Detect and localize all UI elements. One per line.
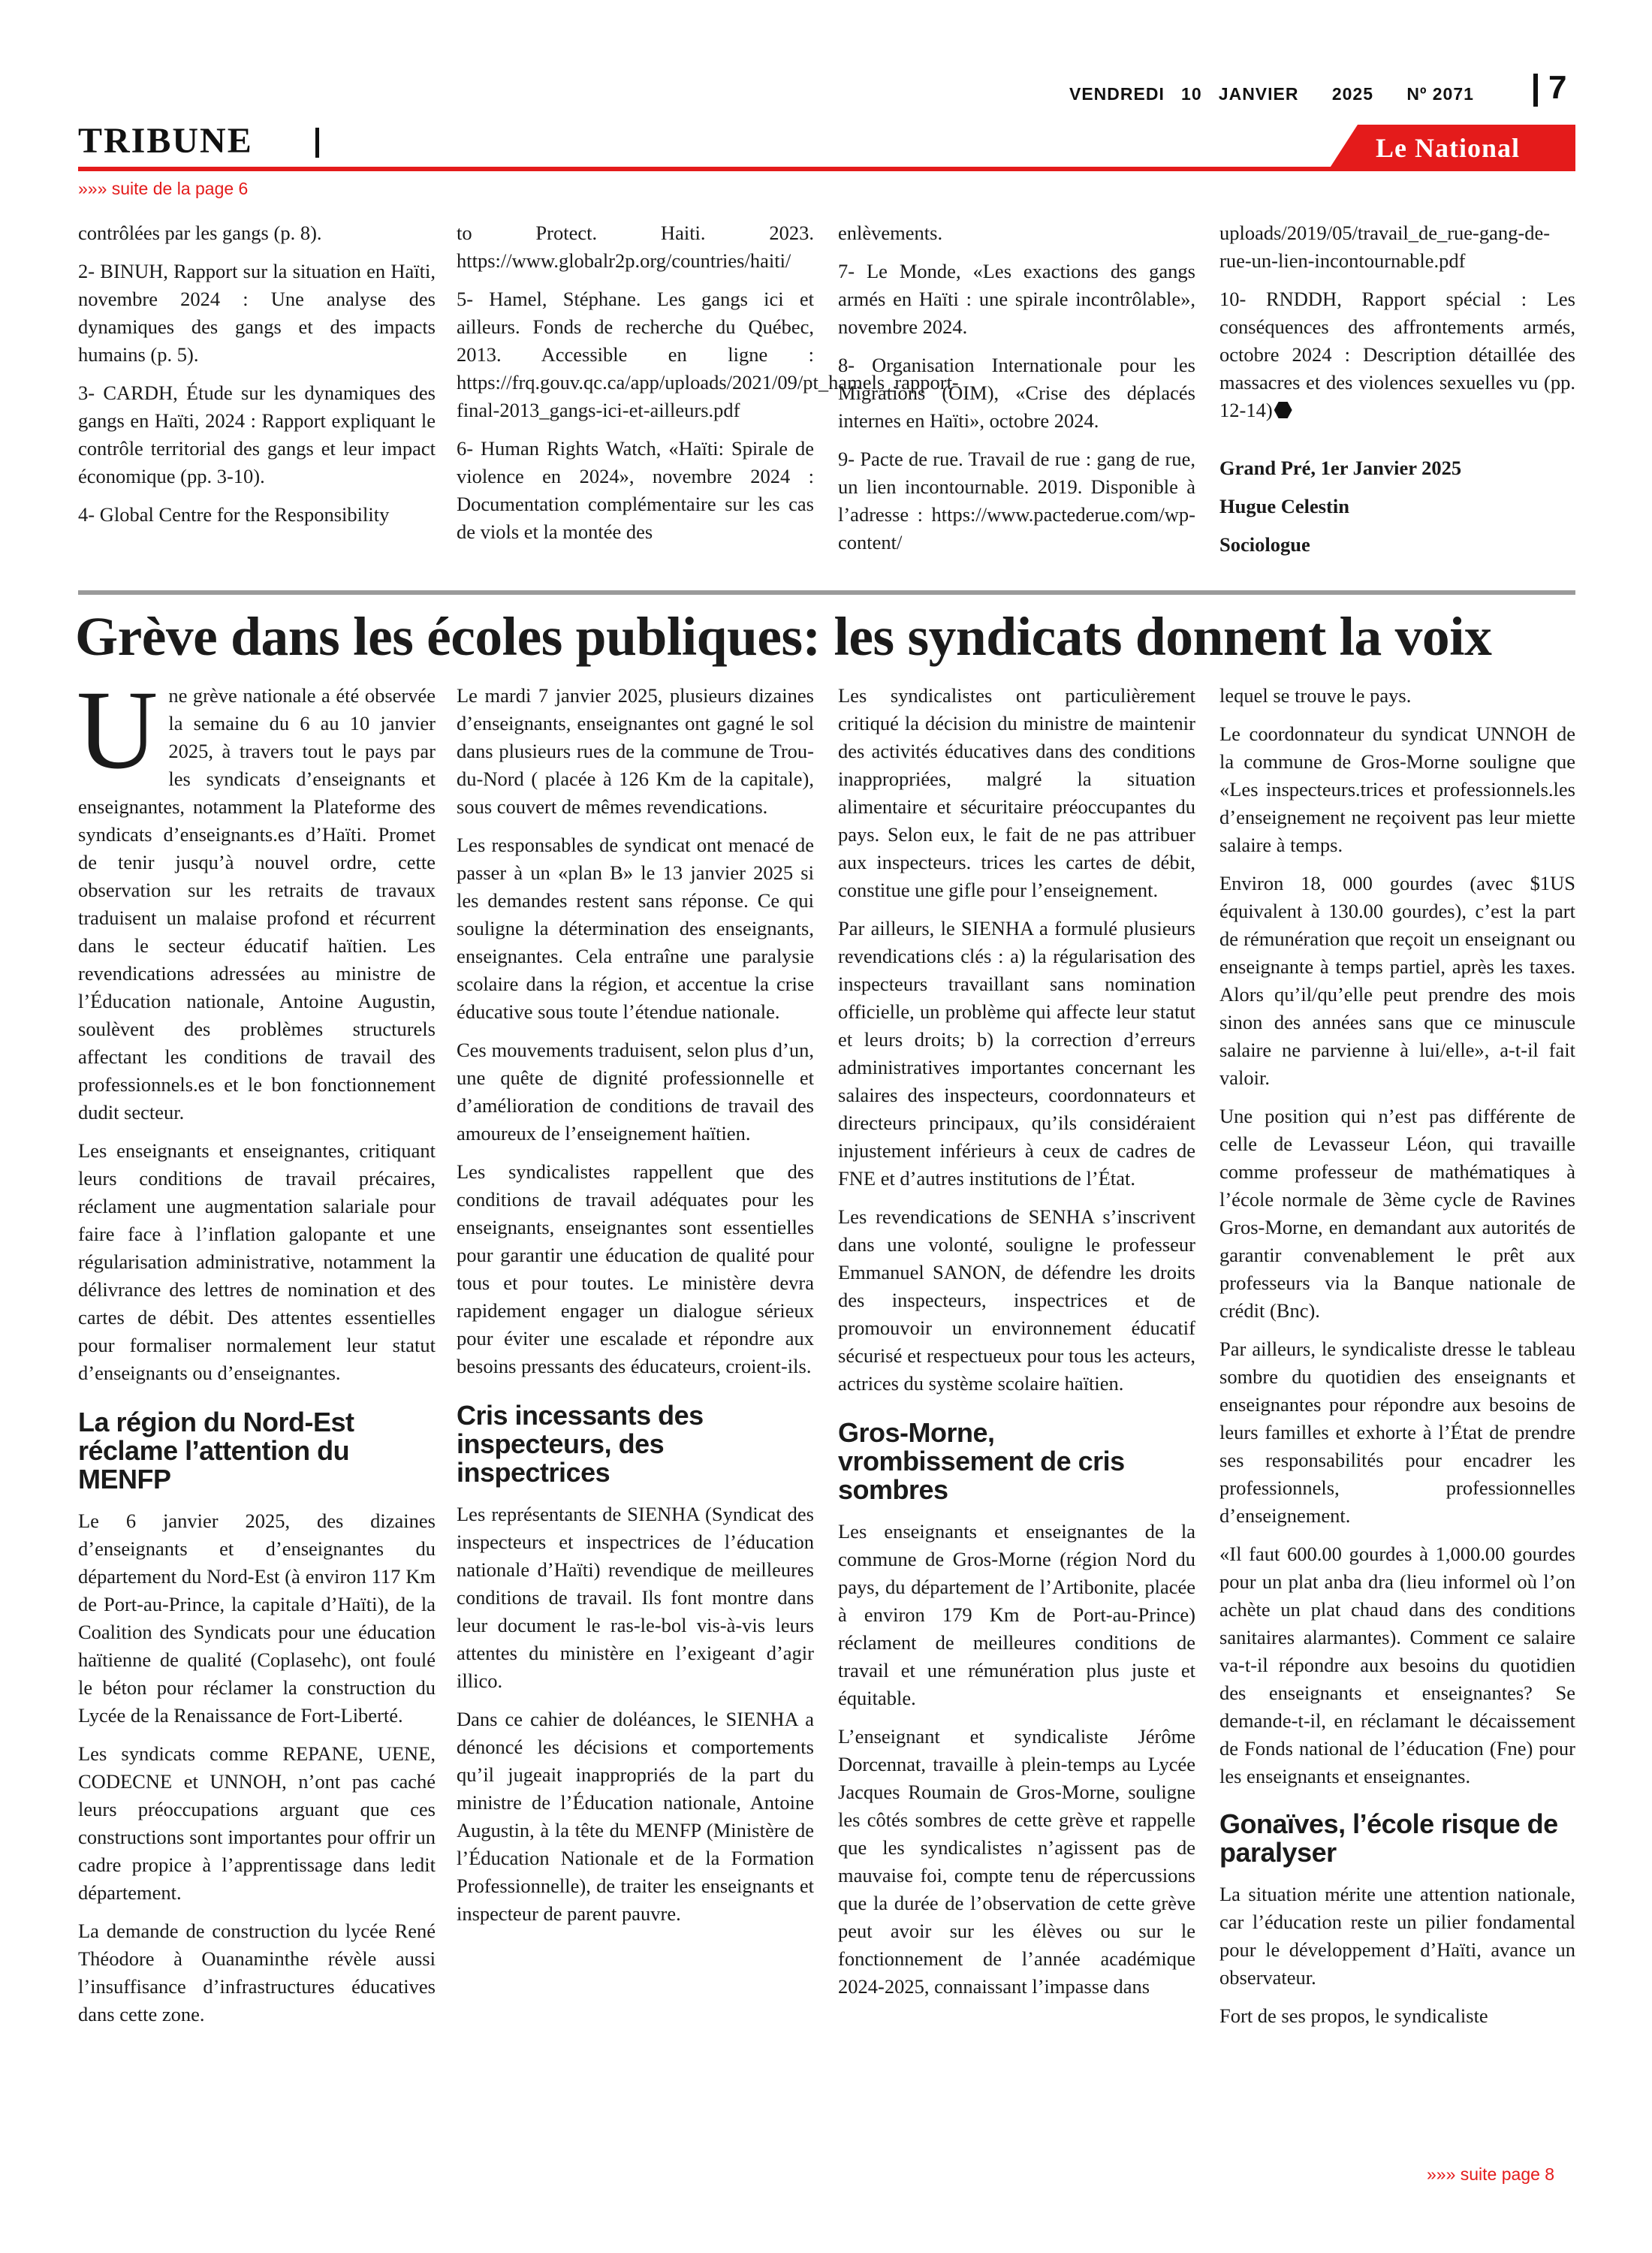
- article-paragraph: Les revendications de SENHA s’inscrivent dans une volonté, souligne le professeur Emmanuel SANON, de défendre les droits des inspecteurs, inspectrices et de promouvoir un environnement éducatif sécurisé et respectueux pour tous les acteurs, actrices du système scolaire haïtien.: [838, 1205, 1195, 1395]
- issue-number: Nº 2071: [1406, 84, 1474, 104]
- article-headline: Grève dans les écoles publiques: les syndicats donnent la voix: [75, 606, 1492, 667]
- subheading: Cris incessants des inspecteurs, des inspectrices: [457, 1400, 704, 1488]
- article-paragraph: Les enseignants et enseignantes, critiquant leurs conditions de travail précaires, réclament une augmentation salariale pour faire face à l’inflation galopante et une régularisation administrative, notamment la délivrance des lettres de nomination et des cartes de débit. Des attentes essentielles pour formaliser normalement leur statut d’enseignants ou d’enseignantes.: [78, 1139, 436, 1384]
- dropcap: U: [77, 668, 158, 792]
- reference-item: to Protect. Haiti. 2023. https://www.globalr2p.org/countries/haiti/: [457, 222, 814, 272]
- reference-item: uploads/2019/05/travail_de_rue-gang-de-rue-un-lien-incontournable.pdf: [1219, 222, 1551, 272]
- article-paragraph: Ces mouvements traduisent, selon plus d’un, une quête de dignité professionnelle et d’amélioration de conditions de travail des amoureux de l’enseignement haïtien.: [457, 1039, 814, 1145]
- reference-item: 9- Pacte de rue. Travail de rue : gang de rue, un lien incontournable. 2019. Disponible à l’adresse : https://www.pactederue.com/wp-content/: [838, 448, 1195, 553]
- reference-item: 7- Le Monde, «Les exactions des gangs armés en Haïti : une spirale incontrôlable», novembre 2024.: [838, 260, 1195, 338]
- reference-item: 8- Organisation Internationale pour les Migrations (OIM), «Crise des déplacés internes en Haïti», octobre 2024.: [838, 354, 1195, 432]
- article-paragraph: Les syndicalistes ont particulièrement critiqué la décision du ministre de maintenir des activités éducatives dans des conditions inappropriées, malgré la situation alimentaire et sécuritaire préoccupantes du pays. Selon eux, le fait de ne pas attribuer aux inspecteurs. trices les cartes de débit, constitue une gifle pour l’enseignement.: [838, 684, 1195, 901]
- references-column-3: [838, 219, 1195, 567]
- continued-from-link[interactable]: »»» suite de la page 6: [78, 179, 249, 198]
- section-divider: [315, 128, 319, 158]
- reference-item: 2- BINUH, Rapport sur la situation en Haïti, novembre 2024 : Une analyse des dynamiques des gangs et des impacts humains (p. 5).: [78, 260, 436, 366]
- issue-year: 2025: [1331, 84, 1374, 104]
- subheading: La région du Nord-Est réclame l’attention du MENFP: [78, 1407, 354, 1494]
- article-paragraph: La situation mérite une attention nationale, car l’éducation reste un pilier fondamental pour le développement d’Haïti, avance un observateur.: [1219, 1883, 1575, 1989]
- article-paragraph: [77, 668, 436, 1126]
- article-column-2: [457, 682, 814, 1938]
- article-paragraph: La demande de construction du lycée René Théodore à Ouanaminthe révèle aussi l’insuffisance d’infrastructures éducatives dans cette zone.: [78, 1920, 436, 2025]
- subheading: Gonaïves, l’école risque de paralyser: [1219, 1808, 1558, 1868]
- end-mark-icon: [1274, 401, 1292, 419]
- issue-day: VENDREDI: [1069, 84, 1165, 104]
- page-number-divider: [1533, 74, 1538, 107]
- article-paragraph: «Il faut 600.00 gourdes à 1,000.00 gourdes pour un plat anba dra (lieu informel où l’on achète un plat chaud dans des conditions sanitaires alarmantes). Comment ce salaire va-t-il répondre aux besoins du quotidien des enseignants et enseignantes? Se demande-t-il, en réclamant le décaissement de Fonds national de l’éducation (Fne) pour les enseignants et enseignantes.: [1219, 1543, 1575, 1787]
- article-paragraph: Le 6 janvier 2025, des dizaines d’enseignants et d’enseignantes du département du Nord-Est (à environ 117 Km de Port-au-Prince, la capitale d’Haïti), de la Coalition des Syndicats pour une éducation haïtienne de qualité (Coplasehc), ont foulé le béton pour réclamer la construction du Lycée de la Renaissance de Fort-Liberté.: [78, 1510, 436, 1727]
- reference-item: enlèvements.: [838, 222, 943, 244]
- reference-item: 3- CARDH, Étude sur les dynamiques des gangs en Haïti, 2024 : Rapport expliquant le contrôle territorial des gangs et leur impact économique (pp. 3-10).: [78, 382, 436, 487]
- signature-place-date: Grand Pré, 1er Janvier 2025: [1219, 457, 1462, 479]
- reference-item: contrôlées par les gangs (p. 8).: [78, 222, 322, 244]
- subheading: Gros-Morne, vrombissement de cris sombres: [838, 1417, 1125, 1505]
- section-title: TRIBUNE: [78, 121, 253, 161]
- article-column-4: [1219, 682, 1575, 2040]
- signature-block: [1219, 454, 1575, 559]
- article-paragraph: Environ 18, 000 gourdes (avec $1US équivalent à 130.00 gourdes), c’est la part de rémunération que reçoit un enseignant ou enseignante à temps partiel, après les taxes. Alors qu’il/qu’elle peut prendre des mois sinon des années sans que ce minuscule salaire ne parvienne à lui/elle», a-t-il fait valoir.: [1219, 872, 1575, 1089]
- article-paragraph: Les responsables de syndicat ont menacé de passer à un «plan B» le 13 janvier 2025 si les demandes restent sans réponse. Ce qui souligne la détermination des enseignants, enseignantes. Cela entraîne une paralysie scolaire dans la région, et accentue la crise éducative sous toute l’étendue nationale.: [457, 834, 814, 1023]
- issue-month: JANVIER: [1218, 84, 1299, 104]
- article-column-1: [77, 668, 436, 2039]
- article-paragraph: Le coordonnateur du syndicat UNNOH de la commune de Gros-Morne souligne que «Les inspecteurs.trices et professionnels.les d’enseignement ne reçoivent pas leur miette salaire à temps.: [1219, 722, 1575, 856]
- article-paragraph: L’enseignant et syndicaliste Jérôme Dorcennat, travaille à plein-temps au Lycée Jacques Roumain de Gros-Morne, souligne les côtés sombres de cette grève et rappelle que les syndicalistes n’agissent pas de mauvaise foi, compte tenu de répercussions que la durée de l’observation de cette grève peut avoir sur les élèves ou sur le fonctionnement de l’année académique 2024-2025, connaissant l’impasse dans: [838, 1725, 1195, 1998]
- article-paragraph: Les syndicats comme REPANE, UENE, CODECNE et UNNOH, n’ont pas caché leurs préoccupations arguant que ces constructions sont importantes pour offrir un cadre propice à l’apprentissage dans ledit département.: [78, 1742, 436, 1904]
- reference-text: 10- RNDDH, Rapport spécial : Les conséquences des affrontements armés, octobre 2024 : Description détaillée des massacres et des violences sexuelles vu (pp. 12-14): [1219, 288, 1575, 421]
- references-column-4: [1219, 219, 1575, 569]
- references-column-1: [78, 219, 436, 539]
- article-divider: [78, 590, 1575, 595]
- reference-item: [1219, 285, 1575, 424]
- article-paragraph: Par ailleurs, le SIENHA a formulé plusieurs revendications clés : a) la régularisation des inspecteurs travaillant sans nomination officielle, un problème qui affecte leur statut et leurs droits; b) la correction d’erreurs administratives importantes concernant les salaires des inspecteurs, coordonnateurs et directeurs principaux, qu’ils considéraient injustement inférieurs à ceux de cadres de FNE et d’autres institutions de l’État.: [838, 917, 1195, 1190]
- reference-item: 5- Hamel, Stéphane. Les gangs ici et ailleurs. Fonds de recherche du Québec, 2013. Accessible en ligne : https://frq.gouv.qc.ca/app/uploads/2021/09/pt_hamels_rapport-final-2013_gangs-ici-et-ailleurs.pdf: [457, 288, 959, 421]
- paragraph-text: ne grève nationale a été observée la semaine du 6 au 10 janvier 2025, à travers tout le pays par les syndicats d’enseignants et enseignantes, notamment la Plateforme des syndicats d’enseignants.es d’Haïti. Promet de tenir jusqu’à nouvel ordre, cette observation sur les retraits de travaux traduisent un malaise profond et récurrent dans le secteur éducatif haïtien. Les revendications adressées au ministre de l’Éducation nationale, Antoine Augustin, soulèvent des problèmes structurels affectant les conditions de travail des professionnels.es et le bon fonctionnement dudit secteur.: [78, 684, 436, 1123]
- reference-item: 6- Human Rights Watch, «Haïti: Spirale de violence en 2024», novembre 2024 : Documentation complémentaire sur les cas de viols et la montée des: [457, 437, 814, 543]
- reference-item: 4- Global Centre for the Responsibility: [78, 503, 390, 526]
- article-paragraph: Par ailleurs, le syndicaliste dresse le tableau sombre du quotidien des enseignants et enseignantes pour répondre aux besoins de leurs familles et exhorte à l’État de prendre ses responsabilités pour encadrer les professionnels, professionnelles d’enseignement.: [1219, 1338, 1575, 1527]
- article-column-3: [838, 682, 1195, 2011]
- page-number: 7: [1548, 69, 1567, 106]
- issue-date-line: [1069, 84, 1474, 104]
- article-paragraph: Une position qui n’est pas différente de celle de Levasseur Léon, qui travaille comme professeur de mathématiques à l’école normale de 3ème cycle de Ravines Gros-Morne, en demandant aux autorités de garantir convenablement le prêt aux professeurs via la Banque nationale de crédit (Bnc).: [1219, 1105, 1575, 1322]
- article-paragraph: Les représentants de SIENHA (Syndicat des inspecteurs et inspectrices de l’éducation nationale d’Haïti) revendique de meilleures conditions de travail. Ils font montre dans leur document le ras-le-bol vis-à-vis leurs attentes du ministère en l’exigeant d’agir illico.: [457, 1503, 814, 1692]
- signature-title: Sociologue: [1219, 533, 1310, 556]
- brand-name: Le National: [1376, 133, 1521, 163]
- article-paragraph: Le mardi 7 janvier 2025, plusieurs dizaines d’enseignants, enseignantes ont gagné le sol dans plusieurs rues de la commune de Trou-du-Nord ( placée à 126 Km de la capitale), sous couvert de mêmes revendications.: [457, 684, 814, 818]
- article-paragraph: Fort de ses propos, le syndicaliste: [1219, 2004, 1488, 2027]
- issue-date: 10: [1181, 84, 1202, 104]
- article-paragraph: Les syndicalistes rappellent que des conditions de travail adéquates pour les enseignants, enseignantes sont essentielles pour garantir une éducation de qualité pour tous et pour toutes. Le ministère devra rapidement engager un dialogue sérieux pour éviter une escalade et répondre aux besoins pressants des éducateurs, croient-ils.: [457, 1160, 814, 1377]
- article-paragraph: lequel se trouve le pays.: [1219, 684, 1412, 707]
- article-paragraph: Dans ce cahier de doléances, le SIENHA a dénoncé les décisions et comportements qu’il jugeait inappropriés de la part du ministre de l’Éducation nationale, Antoine Augustin, à la tête du MENFP (Ministère de l’Éducation Nationale et de la Formation Professionnelle), de traiter les enseignants et inspecteur de parent pauvre.: [457, 1708, 814, 1925]
- signature-author: Hugue Celestin: [1219, 495, 1349, 517]
- article-paragraph: Les enseignants et enseignantes de la commune de Gros-Morne (région Nord du pays, du département de l’Artibonite, placée à environ 179 Km de Port-au-Prince) réclament de meilleures conditions de travail et une rémunération plus juste et équitable.: [838, 1520, 1195, 1709]
- continued-to-link[interactable]: »»» suite page 8: [1427, 2164, 1555, 2184]
